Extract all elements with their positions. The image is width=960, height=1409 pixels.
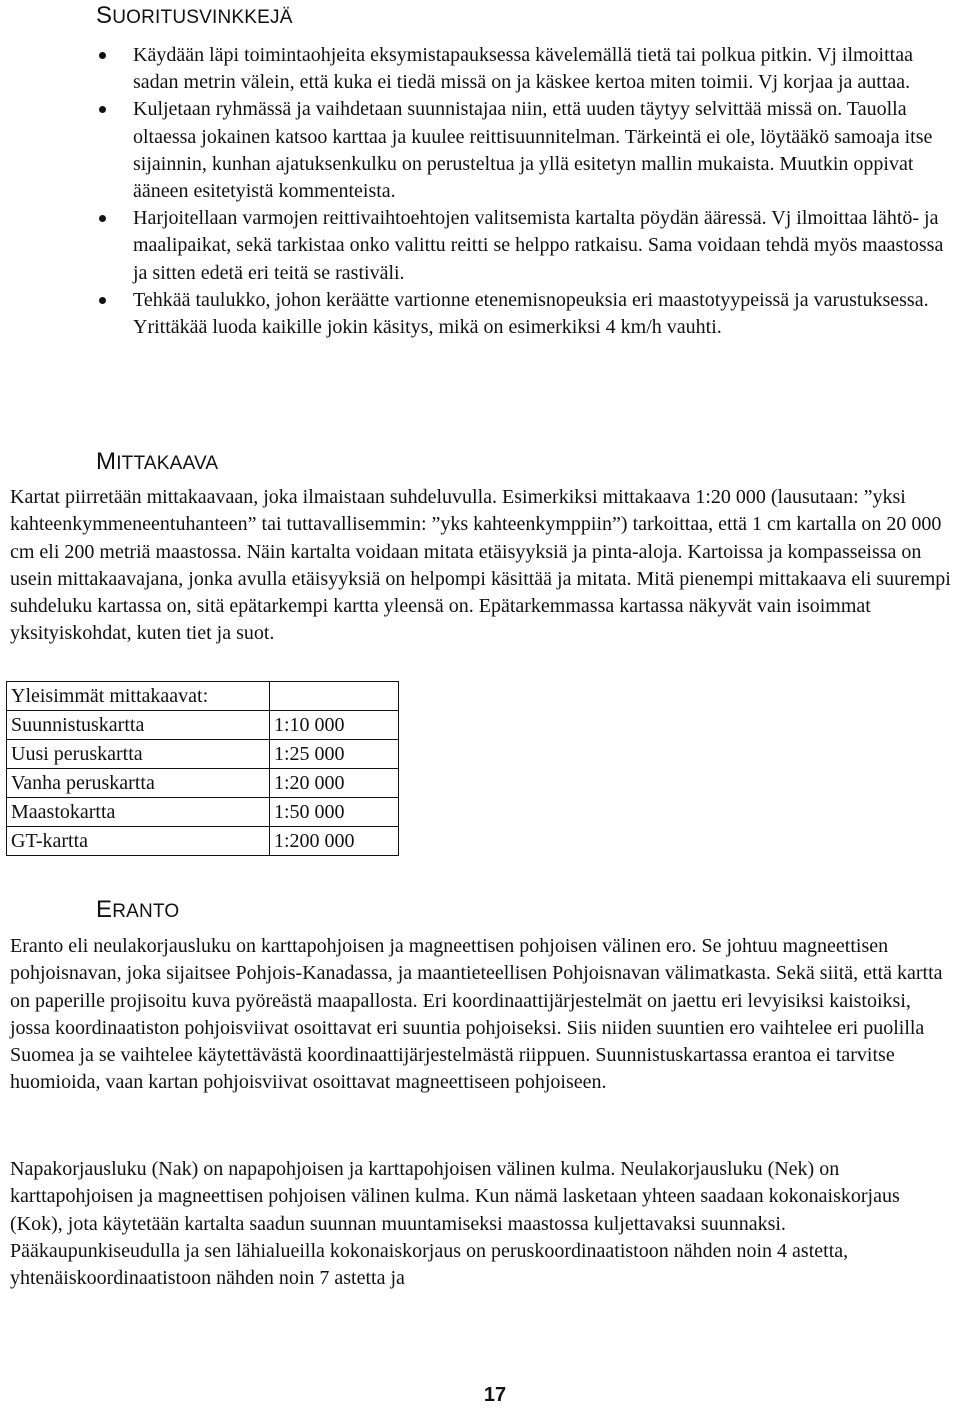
table-row [7,711,399,740]
eranto-paragraph-1: Eranto eli neulakorjausluku on karttapohjoisen ja magneettisen pohjoisen välinen ero. Se johtuu magneettisen pohjoisnavan, joka sijaitsee Pohjois-Kanadassa, ja maantieteellisen Pohjoisnavan välimatkasta. Sekä siitä, että kartta on paperille projisoitu kuva pyöreästä maapallosta. Eri koordinaattijärjestelmät on jaettu eri levyisiksi kaistoiksi, jossa koordinaatiston pohjoisviivat osoittavat eri suuntia pohjoiseksi. Siis niiden suuntien ero vaihtelee eri puolilla Suomea ja se vaihtelee käytettävästä koordinaattijärjestelmästä riippuen. Suunnistuskartassa erantoa ei tarvitse huomioida, vaan kartan pohjoisviivat osoittavat magneettiseen pohjoiseen. [10,935,943,1094]
scale-cell: 1:20 000 [270,769,399,798]
table-row [7,769,399,798]
heading-mittakaava [96,448,218,476]
scale-cell: 1:25 000 [270,740,399,769]
page-number: 17 [483,1384,507,1406]
tip-item: Tehkää taulukko, johon keräätte vartionne etenemisnopeuksia eri maastotyypeissä ja varustuksessa. Yrittäkää luoda kaikille jokin käsitys, mikä on esimerkiksi 4 km/h vauhti. [96,287,952,341]
table-row [7,827,399,856]
scale-cell: 1:50 000 [270,798,399,827]
tips-list [96,42,952,341]
heading-eranto [96,896,179,924]
tip-item: Käydään läpi toimintaohjeita eksymistapauksessa kävelemällä tietä tai polkua pitkin. Vj ilmoittaa sadan metrin välein, että kuka ei tiedä missä on ja käskee kertoa miten toimii. Vj korjaa ja auttaa. [96,42,952,96]
heading-suoritusvinkkeja [96,2,293,30]
map-name-cell: Maastokartta [7,798,270,827]
map-name-cell: Vanha peruskartta [7,769,270,798]
heading-rest: UORITUSVINKKEJÄ [112,7,293,28]
tip-item: Harjoitellaan varmojen reittivaihtoehtojen valitsemista kartalta pöydän ääressä. Vj ilmoittaa lähtö- ja maalipaikat, sekä tarkistaa onko valittu reitti se helppo ratkaisu. Sama voidaan tehdä myös maastossa ja sitten edetä eri teitä se rastiväli. [96,205,952,287]
mittakaava-paragraph: Kartat piirretään mittakaavaan, joka ilmaistaan suhdeluvulla. Esimerkiksi mittakaava 1:20 000 (lausutaan: ”yksi kahteenkymmeneentuhanteen” tai tuttavallisemmin: ”yks kahteenkymppiin”) tarkoittaa, että 1 cm kartalla on 20 000 cm eli 200 metriä maastossa. Näin kartalta voidaan mitata etäisyyksiä ja pinta-aloja. Kartoissa ja kompasseissa on usein mittakaavajana, jonka avulla etäisyyksiä on helpompi käsittää ja mitata. Mitä pienempi mittakaava eli suurempi suhdeluku kartassa on, sitä epätarkempi kartta yleensä on. Epätarkemmassa kartassa näkyvät vain isoimmat yksityiskohdat, kuten tiet ja suot. [10,486,951,645]
heading-initial: S [96,2,113,29]
table-header-cell: Yleisimmät mittakaavat: [7,682,270,711]
map-name-cell: Uusi peruskartta [7,740,270,769]
heading-rest: RANTO [112,901,180,922]
map-name-cell: GT-kartta [7,827,270,856]
eranto-paragraph-2: Napakorjausluku (Nak) on napapohjoisen ja karttapohjoisen välinen kulma. Neulakorjausluku (Nek) on karttapohjoisen ja magneettisen pohjoisen välinen kulma. Kun nämä lasketaan yhteen saadaan kokonaiskorjaus (Kok), jota käytetään kartalta saadun suunnan muuntamiseksi maastossa kuljettavaksi suunnaksi. Pääkaupunkiseudulla ja sen lähialueilla kokonaiskorjaus on peruskoordinaatistoon nähden noin 4 astetta, yhtenäiskoordinaatistoon nähden noin 7 astetta ja [10,1158,900,1290]
table-row [7,798,399,827]
table-row [7,740,399,769]
heading-initial: E [96,896,113,923]
scale-cell: 1:10 000 [270,711,399,740]
tip-item: Kuljetaan ryhmässä ja vaihdetaan suunnistajaa niin, että uuden täytyy selvittää missä on. Tauolla oltaessa jokainen katsoo karttaa ja kuulee reittisuunnitelman. Tärkeintä ei ole, löytääkö samoaja itse sijainnin, kunhan ajatuksenkulku on perusteltua ja yllä esitetyn mallin mukaista. Muutkin oppivat ääneen esitetyistä kommenteista. [96,96,952,205]
map-name-cell: Suunnistuskartta [7,711,270,740]
heading-initial: M [96,448,117,475]
table-header-empty [270,682,399,711]
scale-cell: 1:200 000 [270,827,399,856]
scales-table [6,681,399,856]
heading-rest: ITTAKAAVA [116,453,219,474]
table-header-row [7,682,399,711]
